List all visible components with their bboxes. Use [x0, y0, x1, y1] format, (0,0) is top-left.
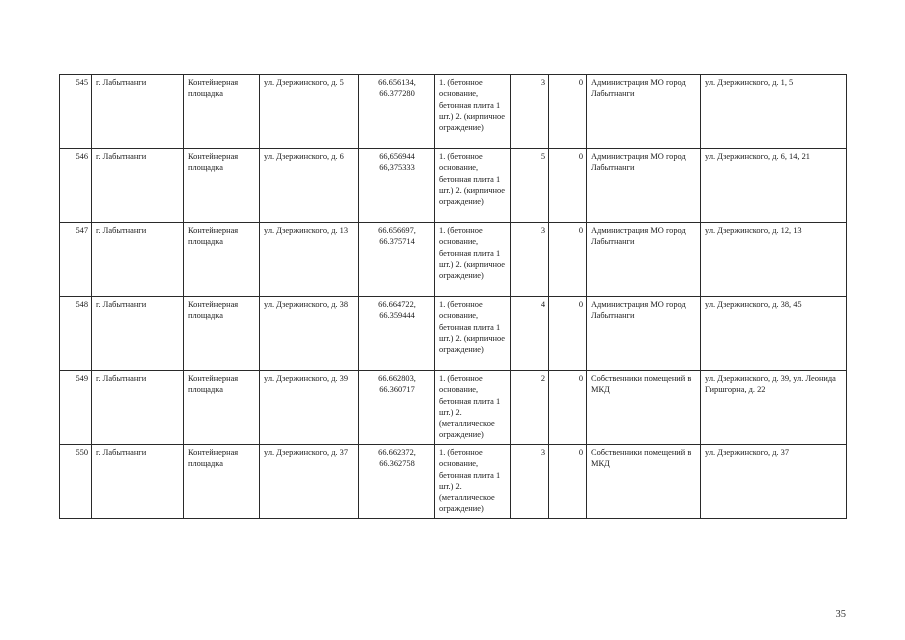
count-cell-a: 5: [511, 149, 549, 223]
site-type-cell: Контейнерная площадка: [184, 223, 260, 297]
count-cell-a: 3: [511, 75, 549, 149]
description-cell: 1. (бетонное основание, бетонная плита 1 шт.) 2. (кирпичное ограждение): [435, 297, 511, 371]
owner-cell: Администрация МО город Лабытнанги: [587, 297, 701, 371]
count-cell-b: 0: [549, 371, 587, 445]
site-type-cell: Контейнерная площадка: [184, 75, 260, 149]
table-row: [60, 371, 847, 445]
address-cell: ул. Дзержинского, д. 6: [260, 149, 359, 223]
table-row: [60, 149, 847, 223]
address-cell: ул. Дзержинского, д. 13: [260, 223, 359, 297]
owner-cell: Администрация МО город Лабытнанги: [587, 75, 701, 149]
coordinates-cell: 66,656944 66,375333: [359, 149, 435, 223]
count-cell-b: 0: [549, 223, 587, 297]
served-buildings-cell: ул. Дзержинского, д. 1, 5: [701, 75, 847, 149]
coordinates-cell: 66.664722, 66.359444: [359, 297, 435, 371]
address-cell: ул. Дзержинского, д. 37: [260, 445, 359, 519]
row-number: 548: [60, 297, 92, 371]
address-cell: ул. Дзержинского, д. 38: [260, 297, 359, 371]
owner-cell: Собственники помещений в МКД: [587, 445, 701, 519]
count-cell-b: 0: [549, 149, 587, 223]
row-number: 546: [60, 149, 92, 223]
description-cell: 1. (бетонное основание, бетонная плита 1 шт.) 2. (кирпичное ограждение): [435, 75, 511, 149]
row-number: 545: [60, 75, 92, 149]
owner-cell: Администрация МО город Лабытнанги: [587, 223, 701, 297]
settlement-cell: г. Лабытнанги: [92, 223, 184, 297]
container-sites-table: [59, 74, 847, 519]
owner-cell: Администрация МО город Лабытнанги: [587, 149, 701, 223]
coordinates-cell: 66.662803, 66.360717: [359, 371, 435, 445]
settlement-cell: г. Лабытнанги: [92, 297, 184, 371]
row-number: 547: [60, 223, 92, 297]
coordinates-cell: 66.662372, 66.362758: [359, 445, 435, 519]
description-cell: 1. (бетонное основание, бетонная плита 1 шт.) 2. (кирпичное ограждение): [435, 149, 511, 223]
served-buildings-cell: ул. Дзержинского, д. 6, 14, 21: [701, 149, 847, 223]
description-cell: 1. (бетонное основание, бетонная плита 1 шт.) 2. (металлическое ограждение): [435, 445, 511, 519]
table-row: [60, 75, 847, 149]
settlement-cell: г. Лабытнанги: [92, 371, 184, 445]
description-cell: 1. (бетонное основание, бетонная плита 1 шт.) 2. (металлическое ограждение): [435, 371, 511, 445]
site-type-cell: Контейнерная площадка: [184, 445, 260, 519]
site-type-cell: Контейнерная площадка: [184, 371, 260, 445]
site-type-cell: Контейнерная площадка: [184, 149, 260, 223]
table-row: [60, 297, 847, 371]
site-type-cell: Контейнерная площадка: [184, 297, 260, 371]
settlement-cell: г. Лабытнанги: [92, 149, 184, 223]
count-cell-b: 0: [549, 75, 587, 149]
table-row: [60, 223, 847, 297]
row-number: 549: [60, 371, 92, 445]
served-buildings-cell: ул. Дзержинского, д. 12, 13: [701, 223, 847, 297]
count-cell-b: 0: [549, 445, 587, 519]
served-buildings-cell: ул. Дзержинского, д. 39, ул. Леонида Гиршгорна, д. 22: [701, 371, 847, 445]
served-buildings-cell: ул. Дзержинского, д. 37: [701, 445, 847, 519]
description-cell: 1. (бетонное основание, бетонная плита 1 шт.) 2. (кирпичное ограждение): [435, 223, 511, 297]
address-cell: ул. Дзержинского, д. 39: [260, 371, 359, 445]
table-row: [60, 445, 847, 519]
address-cell: ул. Дзержинского, д. 5: [260, 75, 359, 149]
settlement-cell: г. Лабытнанги: [92, 75, 184, 149]
row-number: 550: [60, 445, 92, 519]
settlement-cell: г. Лабытнанги: [92, 445, 184, 519]
count-cell-a: 3: [511, 223, 549, 297]
count-cell-b: 0: [549, 297, 587, 371]
served-buildings-cell: ул. Дзержинского, д. 38, 45: [701, 297, 847, 371]
coordinates-cell: 66.656697, 66.375714: [359, 223, 435, 297]
count-cell-a: 4: [511, 297, 549, 371]
count-cell-a: 3: [511, 445, 549, 519]
page-number: 35: [835, 609, 846, 620]
coordinates-cell: 66.656134, 66.377280: [359, 75, 435, 149]
owner-cell: Собственники помещений в МКД: [587, 371, 701, 445]
count-cell-a: 2: [511, 371, 549, 445]
